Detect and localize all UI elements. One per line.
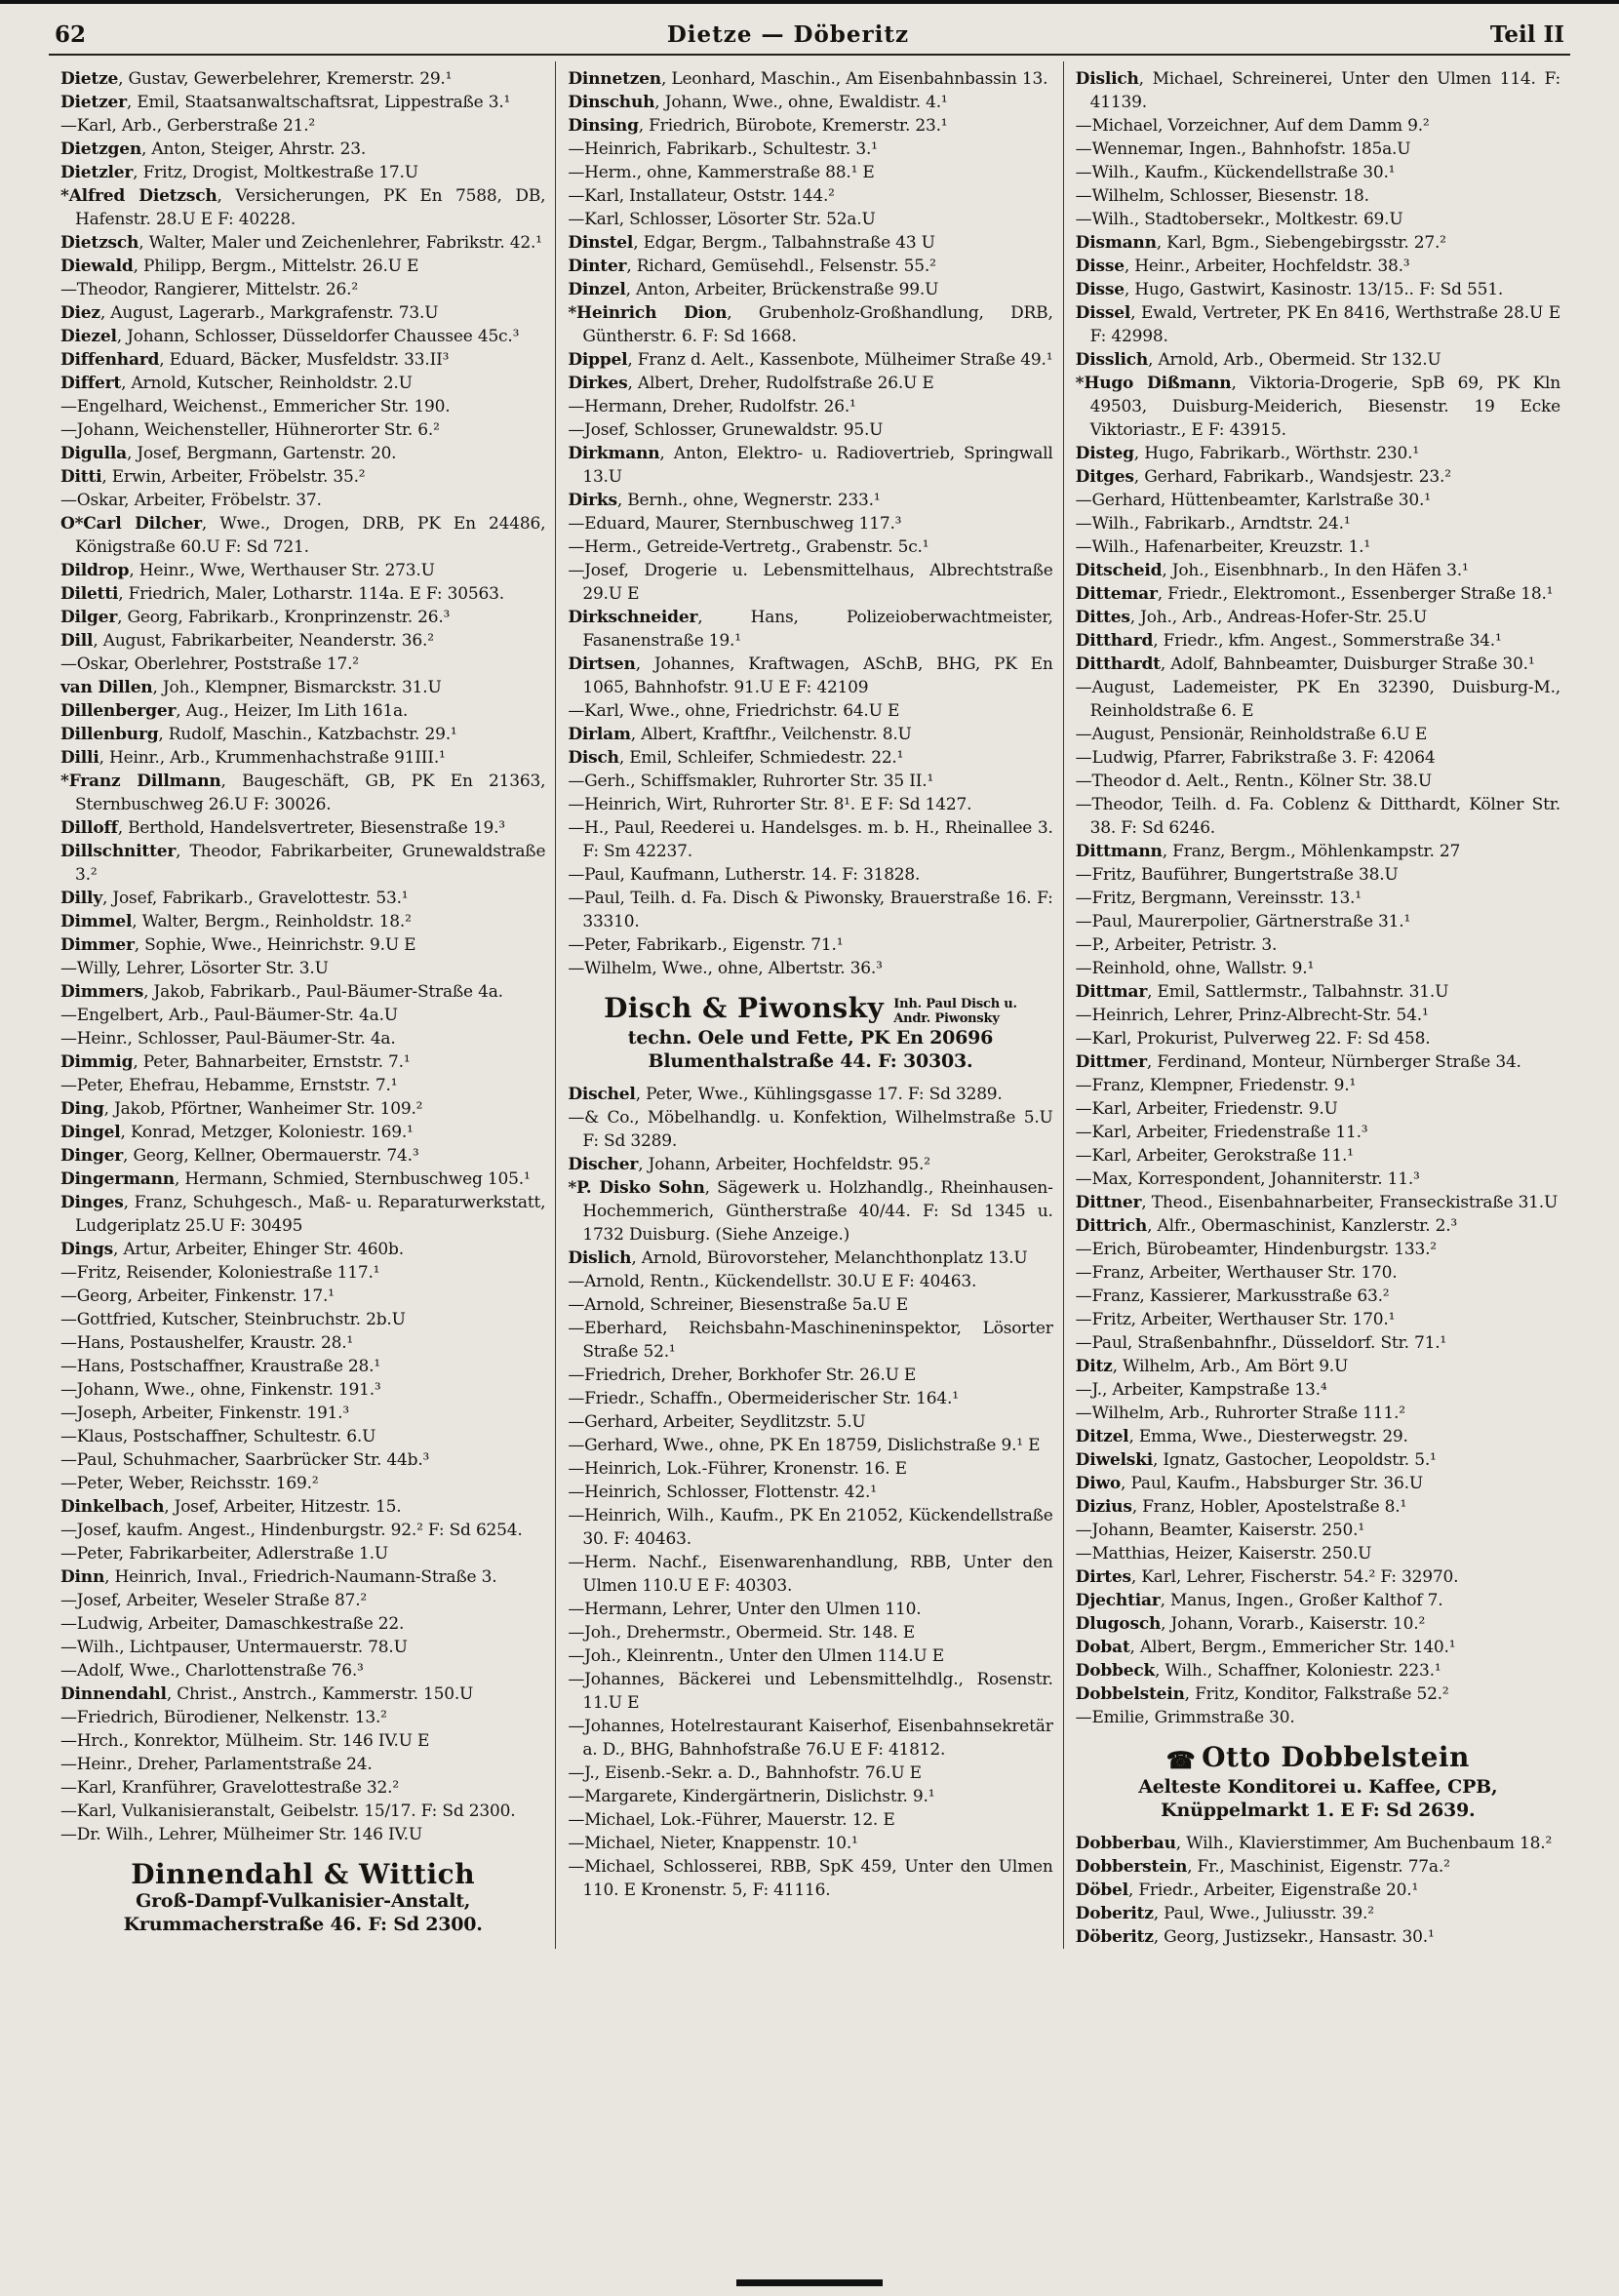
ad-title: Disch & Piwonsky (604, 992, 885, 1024)
directory-entry: —Wilh., Lichtpauser, Untermauerstr. 78.U (60, 1638, 408, 1657)
directory-entry: —Karl, Arbeiter, Friedenstraße 11.³ (1075, 1123, 1368, 1142)
directory-entry: —Hermann, Lehrer, Unter den Ulmen 110. (568, 1600, 922, 1619)
directory-entry: —Gerhard, Arbeiter, Seydlitzstr. 5.U (568, 1412, 866, 1432)
directory-entry: —Herm., Getreide-Vertretg., Grabenstr. 5c.¹ (568, 537, 929, 557)
directory-entry: Dinnendahl, Christ., Anstrch., Kammerstr. 150.U (60, 1684, 474, 1704)
directory-entry: —Matthias, Heizer, Kaiserstr. 250.U (1075, 1544, 1372, 1564)
otto-dobbelstein-ad (1078, 1743, 1559, 1822)
directory-entry: —Oskar, Arbeiter, Fröbelstr. 37. (60, 491, 322, 510)
directory-entry: Dinter, Richard, Gemüsehdl., Felsenstr. 55.² (568, 257, 936, 276)
directory-entry: Dittemar, Friedr., Elektromont., Essenberger Straße 18.¹ (1075, 584, 1554, 604)
directory-entry: Dobbeck, Wilh., Schaffner, Koloniestr. 223.¹ (1075, 1661, 1441, 1681)
directory-entry: *Heinrich Dion, Grubenholz-Großhandlung, DRB, Güntherstr. 6. F: Sd 1668. (568, 303, 1053, 346)
directory-entry: Dischel, Peter, Wwe., Kühlingsgasse 17. F: Sd 3289. (568, 1085, 1003, 1104)
directory-entry: *Alfred Dietzsch, Versicherungen, PK En 7588, DB, Hafenstr. 28.U E F: 40228. (60, 186, 546, 229)
directory-entry: Discher, Johann, Arbeiter, Hochfeldstr. 95.² (568, 1155, 930, 1174)
directory-entry: —Heinrich, Wilh., Kaufm., PK En 21052, Kückendellstraße 30. F: 40463. (568, 1506, 1053, 1549)
directory-entry: —Johannes, Hotelrestaurant Kaiserhof, Eisenbahnsekretär a. D., BHG, Bahnhofstraße 76.U E F: 41812. (568, 1717, 1053, 1760)
directory-entry: —Joh., Drehermstr., Obermeid. Str. 148. E (568, 1623, 915, 1643)
directory-entry: —Heinrich, Fabrikarb., Schultestr. 3.¹ (568, 139, 878, 159)
directory-entry: —Wilh., Kaufm., Kückendellstraße 30.¹ (1075, 163, 1396, 182)
directory-entry: Dlugosch, Johann, Vorarb., Kaiserstr. 10.² (1075, 1614, 1426, 1634)
directory-entry: —Heinrich, Wirt, Ruhrorter Str. 8¹. E F: Sd 1427. (568, 795, 972, 814)
directory-entry: Dinnetzen, Leonhard, Maschin., Am Eisenbahnbassin 13. (568, 69, 1048, 89)
directory-entry: —Ludwig, Arbeiter, Damaschkestraße 22. (60, 1614, 405, 1634)
directory-entry: —Emilie, Grimmstraße 30. (1075, 1708, 1295, 1727)
directory-entry: Disse, Hugo, Gastwirt, Kasinostr. 13/15.. F: Sd 551. (1075, 280, 1504, 299)
ad-line: techn. Oele und Fette, PK En 20696 (627, 1027, 994, 1049)
directory-entry: Dittrich, Alfr., Obermaschinist, Kanzlerstr. 2.³ (1075, 1216, 1458, 1236)
directory-entry: Dirkes, Albert, Dreher, Rudolfstraße 26.U E (568, 374, 934, 393)
directory-entry: —Karl, Schlosser, Lösorter Str. 52a.U (568, 210, 876, 229)
directory-entry: Dietzler, Fritz, Drogist, Moltkestraße 17.U (60, 163, 418, 182)
directory-entry: —Paul, Kaufmann, Lutherstr. 14. F: 31828. (568, 865, 921, 885)
directory-entry: —Karl, Arb., Gerberstraße 21.² (60, 116, 316, 136)
directory-entry: —Heinrich, Lehrer, Prinz-Albrecht-Str. 54.¹ (1075, 1006, 1429, 1025)
directory-entry: Dilloff, Berthold, Handelsvertreter, Biesenstraße 19.³ (60, 818, 505, 838)
signature-mark (736, 2279, 883, 2286)
directory-entry: Dinzel, Anton, Arbeiter, Brückenstraße 99.U (568, 280, 939, 299)
directory-entry: —Fritz, Arbeiter, Werthauser Str. 170.¹ (1075, 1310, 1396, 1329)
directory-entry: Doberitz, Paul, Wwe., Juliusstr. 39.² (1075, 1904, 1374, 1923)
directory-entry: *P. Disko Sohn, Sägewerk u. Holzhandlg., Rheinhausen-Hochemmerich, Güntherstraße 40/44. F: Sd 1345 u. 1732 Duisburg. (Siehe Anzeige.) (568, 1178, 1053, 1245)
directory-entry: —August, Pensionär, Reinholdstraße 6.U E (1075, 725, 1428, 744)
directory-entry: —Wilh., Fabrikarb., Arndtstr. 24.¹ (1075, 514, 1351, 534)
directory-entry: Ditti, Erwin, Arbeiter, Fröbelstr. 35.² (60, 467, 366, 487)
directory-entry: Digulla, Josef, Bergmann, Gartenstr. 20. (60, 444, 397, 463)
directory-entry: —Karl, Prokurist, Pulverweg 22. F: Sd 458. (1075, 1029, 1431, 1049)
directory-entry: —Josef, Schlosser, Grunewaldstr. 95.U (568, 420, 884, 440)
directory-entry: Diewald, Philipp, Bergm., Mittelstr. 26.U E (60, 257, 419, 276)
directory-entry: Ditscheid, Joh., Eisenbhnarb., In den Häfen 3.¹ (1075, 561, 1469, 580)
directory-entry: Djechtiar, Manus, Ingen., Großer Kalthof 7. (1075, 1591, 1443, 1610)
directory-entry: —Joseph, Arbeiter, Finkenstr. 191.³ (60, 1404, 349, 1423)
directory-entry: Disslich, Arnold, Arb., Obermeid. Str 132.U (1075, 350, 1441, 370)
disch-piwonsky-ad (570, 994, 1050, 1073)
directory-entry: —J., Eisenb.-Sekr. a. D., Bahnhofstr. 76.U E (568, 1763, 922, 1783)
directory-entry: —Paul, Schuhmacher, Saarbrücker Str. 44b.³ (60, 1450, 430, 1470)
directory-entry: —Erich, Bürobeamter, Hindenburgstr. 133.² (1075, 1240, 1437, 1259)
directory-entry: —Eberhard, Reichsbahn-Maschineninspektor, Lösorter Straße 52.¹ (568, 1319, 1053, 1362)
directory-entry: Dittmar, Emil, Sattlermstr., Talbahnstr. 31.U (1075, 982, 1449, 1002)
directory-entry: —Karl, Wwe., ohne, Friedrichstr. 64.U E (568, 701, 900, 721)
directory-entry: Dittmann, Franz, Bergm., Möhlenkampstr. 27 (1075, 842, 1461, 861)
directory-entry: —Michael, Lok.-Führer, Mauerstr. 12. E (568, 1810, 895, 1830)
directory-entry: —Michael, Vorzeichner, Auf dem Damm 9.² (1075, 116, 1430, 136)
directory-entry: —Karl, Arbeiter, Gerokstraße 11.¹ (1075, 1146, 1354, 1166)
directory-entry: Disse, Heinr., Arbeiter, Hochfeldstr. 38.³ (1075, 257, 1410, 276)
directory-entry: Dippel, Franz d. Aelt., Kassenbote, Mülheimer Straße 49.¹ (568, 350, 1053, 370)
directory-entry: —& Co., Möbelhandlg. u. Konfektion, Wilhelmstraße 5.U F: Sd 3289. (568, 1108, 1053, 1151)
directory-entry: —Ludwig, Pfarrer, Fabrikstraße 3. F: 42064 (1075, 748, 1436, 768)
column-2 (555, 61, 1062, 1949)
directory-entry: Disch, Emil, Schleifer, Schmiedestr. 22.¹ (568, 748, 904, 768)
directory-entry: Ditthard, Friedr., kfm. Angest., Sommerstraße 34.¹ (1075, 631, 1502, 651)
page-header (49, 14, 1570, 54)
directory-entry: —Wilhelm, Schlosser, Biesenstr. 18. (1075, 186, 1369, 206)
directory-entry: Dimmer, Sophie, Wwe., Heinrichstr. 9.U E (60, 935, 416, 955)
directory-entry: —Josef, kaufm. Angest., Hindenburgstr. 92.² F: Sd 6254. (60, 1521, 523, 1540)
directory-entry: —Paul, Teilh. d. Fa. Disch & Piwonsky, Brauerstraße 16. F: 33310. (568, 889, 1053, 931)
directory-entry: —Josef, Drogerie u. Lebensmittelhaus, Albrechtstraße 29.U E (568, 561, 1053, 604)
directory-entry: —Karl, Arbeiter, Friedenstr. 9.U (1075, 1099, 1338, 1119)
directory-entry: —Klaus, Postschaffner, Schultestr. 6.U (60, 1427, 376, 1446)
directory-entry: —Friedr., Schaffn., Obermeiderischer Str. 164.¹ (568, 1389, 959, 1408)
directory-entry: —Heinr., Dreher, Parlamentstraße 24. (60, 1755, 373, 1774)
directory-entry: Diezel, Johann, Schlosser, Düsseldorfer Chaussee 45c.³ (60, 327, 520, 346)
directory-entry: Dilli, Heinr., Arb., Krummenhachstraße 91III.¹ (60, 748, 446, 768)
header-rule (49, 54, 1570, 56)
directory-entry: —Theodor d. Aelt., Rentn., Kölner Str. 38.U (1075, 772, 1432, 791)
directory-entry: Dirkmann, Anton, Elektro- u. Radiovertrieb, Springwall 13.U (568, 444, 1053, 487)
directory-entry: Dietzer, Emil, Staatsanwaltschaftsrat, Lippestraße 3.¹ (60, 93, 511, 112)
directory-entry: Dings, Artur, Arbeiter, Ehinger Str. 460b. (60, 1240, 404, 1259)
directory-entry: Diwo, Paul, Kaufm., Habsburger Str. 36.U (1075, 1474, 1423, 1493)
directory-entry: —Wilh., Stadtobersekr., Moltkestr. 69.U (1075, 210, 1403, 229)
directory-entry: Dobbelstein, Fritz, Konditor, Falkstraße 52.² (1075, 1684, 1449, 1704)
directory-entry: —Friedrich, Dreher, Borkhofer Str. 26.U E (568, 1366, 917, 1385)
directory-entry: Ditges, Gerhard, Fabrikarb., Wandsjestr. 23.² (1075, 467, 1451, 487)
directory-entry: —Gerh., Schiffsmakler, Ruhrorter Str. 35 II.¹ (568, 772, 934, 791)
part-label: Teil II (1489, 21, 1564, 48)
directory-entry: Dobberbau, Wilh., Klavierstimmer, Am Buchenbaum 18.² (1075, 1834, 1553, 1853)
directory-entry: —Gerhard, Wwe., ohne, PK En 18759, Dislichstraße 9.¹ E (568, 1436, 1041, 1455)
directory-entry: —Wilhelm, Arb., Ruhrorter Straße 111.² (1075, 1404, 1405, 1423)
directory-entry: Dittner, Theod., Eisenbahnarbeiter, Franseckistraße 31.U (1075, 1193, 1559, 1212)
directory-entry: Dimmel, Walter, Bergm., Reinholdstr. 18.² (60, 912, 412, 931)
directory-entry: —Peter, Ehefrau, Hebamme, Ernststr. 7.¹ (60, 1076, 398, 1095)
directory-entry: —Engelhard, Weichenst., Emmericher Str. 190. (60, 397, 451, 416)
ad-line: Aelteste Konditorei u. Kaffee, CPB, (1138, 1776, 1498, 1798)
directory-entry: —P., Arbeiter, Petristr. 3. (1075, 935, 1278, 955)
directory-entry: —Georg, Arbeiter, Finkenstr. 17.¹ (60, 1287, 335, 1306)
directory-entry: Diwelski, Ignatz, Gastocher, Leopoldstr. 5.¹ (1075, 1450, 1437, 1470)
directory-entry: Dinn, Heinrich, Inval., Friedrich-Naumann-Straße 3. (60, 1567, 497, 1587)
directory-entry: —Johann, Beamter, Kaiserstr. 250.¹ (1075, 1521, 1364, 1540)
directory-entry: Dirtsen, Johannes, Kraftwagen, ASchB, BHG, PK En 1065, Bahnhofstr. 91.U E F: 42109 (568, 654, 1053, 697)
ad-title: Dinnendahl & Wittich (131, 1858, 476, 1890)
directory-entry: —Peter, Fabrikarb., Eigenstr. 71.¹ (568, 935, 844, 955)
directory-entry: —Fritz, Reisender, Koloniestraße 117.¹ (60, 1263, 380, 1283)
directory-entry: —Johann, Weichensteller, Hühnerorter Str. 6.² (60, 420, 440, 440)
directory-entry: Dismann, Karl, Bgm., Siebengebirgsstr. 27.² (1075, 233, 1446, 253)
directory-entry: —Gottfried, Kutscher, Steinbruchstr. 2b.U (60, 1310, 406, 1329)
directory-entry: —Margarete, Kindergärtnerin, Dislichstr. 9.¹ (568, 1787, 935, 1806)
directory-entry: Dill, August, Fabrikarbeiter, Neanderstr. 36.² (60, 631, 434, 651)
ad-line: Krummacherstraße 46. F: Sd 2300. (123, 1914, 483, 1935)
directory-entry: —Wilhelm, Wwe., ohne, Albertstr. 36.³ (568, 959, 883, 978)
ad-line: Groß-Dampf-Vulkanisier-Anstalt, (136, 1890, 471, 1912)
directory-entry: Ditzel, Emma, Wwe., Diesterwegstr. 29. (1075, 1427, 1408, 1446)
directory-entry: *Hugo Dißmann, Viktoria-Drogerie, SpB 69, PK Kln 49503, Duisburg-Meiderich, Biesenstr. 19 Ecke Viktoriastr., E F: 43915. (1075, 374, 1560, 440)
directory-entry: —Heinr., Schlosser, Paul-Bäumer-Str. 4a. (60, 1029, 396, 1049)
directory-entry: Dirtes, Karl, Lehrer, Fischerstr. 54.² F: 32970. (1075, 1567, 1459, 1587)
directory-entry: —Wilh., Hafenarbeiter, Kreuzstr. 1.¹ (1075, 537, 1370, 557)
directory-entry: Ditthardt, Adolf, Bahnbeamter, Duisburger Straße 30.¹ (1075, 654, 1535, 674)
ad-owner-note: Inh. Paul Disch u. Andr. Piwonsky (893, 997, 1017, 1026)
directory-entry: Dillschnitter, Theodor, Fabrikarbeiter, Grunewaldstraße 3.² (60, 842, 546, 885)
directory-entry: —Max, Korrespondent, Johanniterstr. 11.³ (1075, 1169, 1420, 1189)
directory-entry: —Peter, Fabrikarbeiter, Adlerstraße 1.U (60, 1544, 388, 1564)
directory-entry: Dinsing, Friedrich, Bürobote, Kremerstr. 23.¹ (568, 116, 948, 136)
directory-entry: —H., Paul, Reederei u. Handelsges. m. b. H., Rheinallee 3. F: Sm 42237. (568, 818, 1053, 861)
directory-entry: Dobat, Albert, Bergm., Emmericher Str. 140.¹ (1075, 1638, 1456, 1657)
directory-entry: Dillenburg, Rudolf, Maschin., Katzbachstr. 29.¹ (60, 725, 457, 744)
directory-entry: —Herm. Nachf., Eisenwarenhandlung, RBB, Unter den Ulmen 110.U E F: 40303. (568, 1553, 1053, 1596)
directory-entry: —Arnold, Rentn., Kückendellstr. 30.U E F: 40463. (568, 1272, 977, 1291)
directory-entry: Dingel, Konrad, Metzger, Koloniestr. 169.¹ (60, 1123, 414, 1142)
directory-entry: *Franz Dillmann, Baugeschäft, GB, PK En 21363, Sternbuschweg 26.U F: 30026. (60, 772, 546, 814)
directory-entry: —Theodor, Rangierer, Mittelstr. 26.² (60, 280, 358, 299)
directory-entry: Dingermann, Hermann, Schmied, Sternbuschweg 105.¹ (60, 1169, 531, 1189)
directory-entry: Dobberstein, Fr., Maschinist, Eigenstr. 77a.² (1075, 1857, 1450, 1877)
directory-entry: Dimmig, Peter, Bahnarbeiter, Ernststr. 7.¹ (60, 1052, 411, 1072)
directory-entry: —Oskar, Oberlehrer, Poststraße 17.² (60, 654, 359, 674)
directory-entry: Dislich, Michael, Schreinerei, Unter den Ulmen 114. F: 41139. (1075, 69, 1560, 112)
directory-entry: —Dr. Wilh., Lehrer, Mülheimer Str. 146 IV.U (60, 1825, 422, 1844)
directory-entry: —Franz, Klempner, Friedenstr. 9.¹ (1075, 1076, 1357, 1095)
directory-entry: —Johann, Wwe., ohne, Finkenstr. 191.³ (60, 1380, 381, 1400)
directory-entry: —Friedrich, Bürodiener, Nelkenstr. 13.² (60, 1708, 387, 1727)
ad-title: ☎ Otto Dobbelstein (1165, 1741, 1470, 1774)
directory-entry: —Michael, Schlosserei, RBB, SpK 459, Unter den Ulmen 110. E Kronenstr. 5, F: 41116. (568, 1857, 1053, 1900)
directory-entry: —Johannes, Bäckerei und Lebensmittelhdlg., Rosenstr. 11.U E (568, 1670, 1053, 1713)
dinnendahl-wittich-ad (62, 1860, 543, 1936)
phone-icon: ☎ (1165, 1746, 1197, 1774)
directory-entry: Döberitz, Georg, Justizsekr., Hansastr. 30.¹ (1075, 1927, 1435, 1947)
directory-entry: —Paul, Straßenbahnfhr., Düsseldorf. Str. 71.¹ (1075, 1333, 1447, 1353)
columns-container (49, 61, 1570, 1949)
directory-entry: —Heinrich, Schlosser, Flottenstr. 42.¹ (568, 1483, 877, 1502)
directory-entry: Dietze, Gustav, Gewerbelehrer, Kremerstr. 29.¹ (60, 69, 453, 89)
directory-entry: Döbel, Friedr., Arbeiter, Eigenstraße 20.¹ (1075, 1880, 1419, 1900)
directory-entry: Disteg, Hugo, Fabrikarb., Wörthstr. 230.¹ (1075, 444, 1419, 463)
directory-entry: —Franz, Arbeiter, Werthauser Str. 170. (1075, 1263, 1398, 1283)
directory-entry: Dizius, Franz, Hobler, Apostelstraße 8.¹ (1075, 1497, 1407, 1517)
directory-entry: —Reinhold, ohne, Wallstr. 9.¹ (1075, 959, 1315, 978)
directory-entry: —Eduard, Maurer, Sternbuschweg 117.³ (568, 514, 902, 534)
directory-entry: Dirks, Bernh., ohne, Wegnerstr. 233.¹ (568, 491, 881, 510)
directory-entry: Dinkelbach, Josef, Arbeiter, Hitzestr. 15. (60, 1497, 402, 1517)
directory-entry: Dinschuh, Johann, Wwe., ohne, Ewaldistr. 4.¹ (568, 93, 948, 112)
directory-entry: Dinger, Georg, Kellner, Obermauerstr. 74.³ (60, 1146, 419, 1166)
directory-entry: —Wennemar, Ingen., Bahnhofstr. 185a.U (1075, 139, 1411, 159)
directory-entry: Dietzgen, Anton, Steiger, Ahrstr. 23. (60, 139, 367, 159)
directory-entry: —Peter, Weber, Reichsstr. 169.² (60, 1474, 319, 1493)
directory-entry: —Joh., Kleinrentn., Unter den Ulmen 114.U E (568, 1646, 944, 1666)
directory-entry: —Paul, Maurerpolier, Gärtnerstraße 31.¹ (1075, 912, 1411, 931)
directory-entry: O*Carl Dilcher, Wwe., Drogen, DRB, PK En 24486, Königstraße 60.U F: Sd 721. (60, 514, 546, 557)
directory-entry: —Willy, Lehrer, Lösorter Str. 3.U (60, 959, 329, 978)
directory-entry: Dislich, Arnold, Bürovorsteher, Melanchthonplatz 13.U (568, 1248, 1028, 1268)
directory-entry: Dinstel, Edgar, Bergm., Talbahnstraße 43 U (568, 233, 935, 253)
directory-entry: Dissel, Ewald, Vertreter, PK En 8416, Werthstraße 28.U E F: 42998. (1075, 303, 1560, 346)
directory-entry: Dildrop, Heinr., Wwe, Werthauser Str. 273.U (60, 561, 435, 580)
directory-entry: Dittes, Joh., Arb., Andreas-Hofer-Str. 25.U (1075, 608, 1427, 627)
column-1 (49, 61, 555, 1949)
directory-entry: —J., Arbeiter, Kampstraße 13.⁴ (1075, 1380, 1327, 1400)
directory-entry: —Michael, Nieter, Knappenstr. 10.¹ (568, 1834, 858, 1853)
directory-entry: Dirkschneider, Hans, Polizeioberwachtmeister, Fasanenstraße 19.¹ (568, 608, 1053, 651)
directory-entry: Dilger, Georg, Fabrikarb., Kronprinzenstr. 26.³ (60, 608, 451, 627)
directory-entry: —Fritz, Bauführer, Bungertstraße 38.U (1075, 865, 1399, 885)
directory-entry: —Karl, Vulkanisieranstalt, Geibelstr. 15/17. F: Sd 2300. (60, 1801, 516, 1821)
directory-entry: —Herm., ohne, Kammerstraße 88.¹ E (568, 163, 875, 182)
directory-entry: van Dillen, Joh., Klempner, Bismarckstr. 31.U (60, 678, 442, 697)
directory-entry: Diffenhard, Eduard, Bäcker, Musfeldstr. 33.II³ (60, 350, 450, 370)
page-top-edge (0, 0, 1619, 4)
directory-entry: Diletti, Friedrich, Maler, Lotharstr. 114a. E F: 30563. (60, 584, 504, 604)
directory-entry: Dimmers, Jakob, Fabrikarb., Paul-Bäumer-Straße 4a. (60, 982, 503, 1002)
directory-entry: —Hrch., Konrektor, Mülheim. Str. 146 IV.U E (60, 1731, 430, 1751)
column-3 (1063, 61, 1570, 1949)
directory-entry: —Karl, Kranführer, Gravelottestraße 32.² (60, 1778, 399, 1798)
ad-line: Blumenthalstraße 44. F: 30303. (648, 1050, 973, 1072)
page-number: 62 (55, 21, 87, 48)
directory-entry: —Gerhard, Hüttenbeamter, Karlstraße 30.¹ (1075, 491, 1431, 510)
directory-entry: Ditz, Wilhelm, Arb., Am Bört 9.U (1075, 1357, 1349, 1376)
page-title: Dietze — Döberitz (666, 21, 910, 48)
directory-entry: —Adolf, Wwe., Charlottenstraße 76.³ (60, 1661, 364, 1681)
directory-entry: —Hans, Postaushelfer, Kraustr. 28.¹ (60, 1333, 354, 1353)
directory-entry: Dillenberger, Aug., Heizer, Im Lith 161a. (60, 701, 409, 721)
directory-entry: Dietzsch, Walter, Maler und Zeichenlehrer, Fabrikstr. 42.¹ (60, 233, 542, 253)
directory-entry: Differt, Arnold, Kutscher, Reinholdstr. 2.U (60, 374, 413, 393)
directory-entry: —Josef, Arbeiter, Weseler Straße 87.² (60, 1591, 368, 1610)
directory-entry: —Hermann, Dreher, Rudolfstr. 26.¹ (568, 397, 856, 416)
directory-entry: Dirlam, Albert, Kraftfhr., Veilchenstr. 8.U (568, 725, 912, 744)
directory-entry: Dinges, Franz, Schuhgesch., Maß- u. Reparaturwerkstatt, Ludgeriplatz 25.U F: 30495 (60, 1193, 546, 1236)
directory-entry: —Fritz, Bergmann, Vereinsstr. 13.¹ (1075, 889, 1362, 908)
directory-entry: Ding, Jakob, Pförtner, Wanheimer Str. 109.² (60, 1099, 423, 1119)
directory-entry: —Hans, Postschaffner, Kraustraße 28.¹ (60, 1357, 380, 1376)
directory-entry: Diez, August, Lagerarb., Markgrafenstr. 73.U (60, 303, 439, 323)
ad-line: Knüppelmarkt 1. E F: Sd 2639. (1161, 1800, 1476, 1821)
directory-entry: —Arnold, Schreiner, Biesenstraße 5a.U E (568, 1295, 908, 1315)
directory-entry: Dittmer, Ferdinand, Monteur, Nürnberger Straße 34. (1075, 1052, 1521, 1072)
directory-entry: Dilly, Josef, Fabrikarb., Gravelottestr. 53.¹ (60, 889, 409, 908)
directory-entry: —Franz, Kassierer, Markusstraße 63.² (1075, 1287, 1390, 1306)
directory-entry: —August, Lademeister, PK En 32390, Duisburg-M., Reinholdstraße 6. E (1075, 678, 1560, 721)
directory-entry: —Karl, Installateur, Oststr. 144.² (568, 186, 835, 206)
directory-entry: —Engelbert, Arb., Paul-Bäumer-Str. 4a.U (60, 1006, 398, 1025)
directory-entry: —Heinrich, Lok.-Führer, Kronenstr. 16. E (568, 1459, 907, 1479)
directory-entry: —Theodor, Teilh. d. Fa. Coblenz & Ditthardt, Kölner Str. 38. F: Sd 6246. (1075, 795, 1560, 838)
